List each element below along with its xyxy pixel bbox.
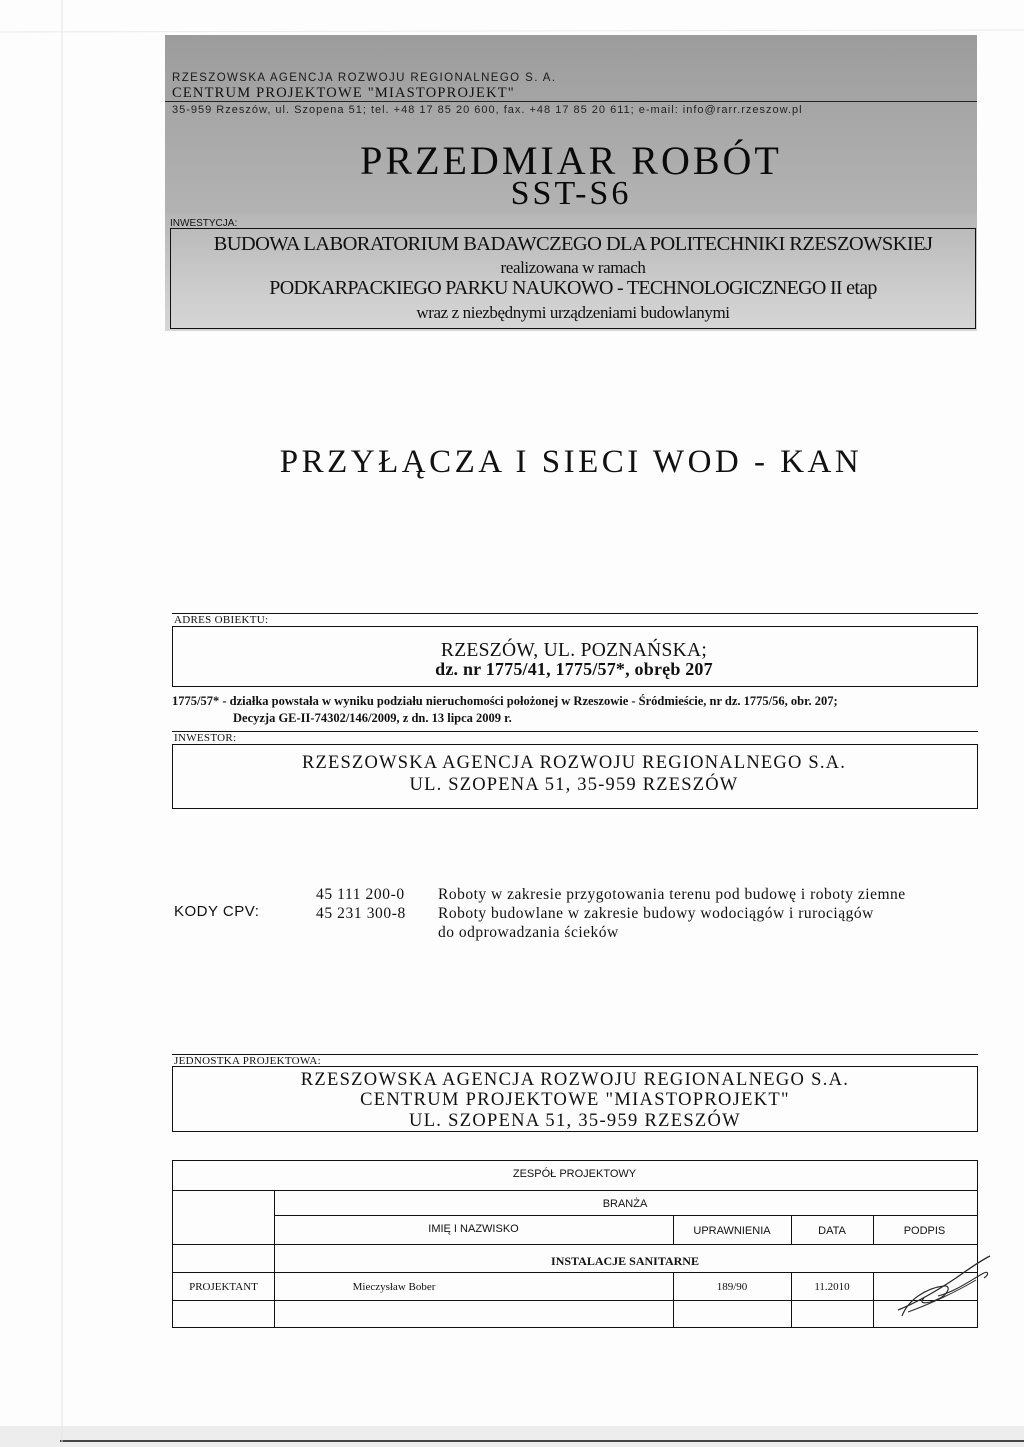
role-cell: PROJEKTANT [189, 1281, 258, 1293]
handwritten-signature [878, 1252, 1008, 1324]
investment-line-1: BUDOWA LABORATORIUM BADAWCZEGO DLA POLITECHNIKI RZESZOWSKIEJ [213, 233, 933, 255]
investment-line-3: PODKARPACKIEGO PARKU NAUKOWO - TECHNOLOGICZNEGO II etap [269, 277, 877, 299]
col-sign-header: PODPIS [903, 1225, 946, 1237]
cpv-code-1: 45 111 200-0 [316, 886, 405, 903]
design-unit-label: JEDNOSTKA PROJEKTOWA: [174, 1055, 321, 1067]
signature-date: 11.2010 [814, 1281, 850, 1293]
address-line-2: dz. nr 1775/41, 1775/57*, obręb 207 [435, 659, 713, 679]
org-line: RZESZOWSKA AGENCJA ROZWOJU REGIONALNEGO S. A. [172, 72, 557, 84]
design-unit-line-2: CENTRUM PROJEKTOWE "MIASTOPROJEKT" [360, 1090, 790, 1110]
col-divider [873, 1272, 874, 1327]
col-name-header: IMIĘ I NAZWISKO [428, 1223, 519, 1235]
address-label: ADRES OBIEKTU: [174, 614, 269, 626]
investment-label: INWESTYCJA: [170, 218, 238, 229]
design-team-table [172, 1160, 978, 1328]
row-divider [173, 1272, 977, 1273]
investor-top-rule [172, 731, 978, 732]
section-title: PRZYŁĄCZA I SIECI WOD - KAN [279, 444, 863, 480]
investor-line-2: UL. SZOPENA 51, 35-959 RZESZÓW [409, 775, 739, 795]
investor-label: INWESTOR: [174, 732, 237, 744]
designer-name: Mieczysław Bober [352, 1281, 436, 1293]
document-code: SST-S6 [510, 175, 632, 212]
license-number: 189/90 [716, 1281, 748, 1293]
address-line-1: RZESZÓW, UL. POZNAŃSKA; [440, 640, 708, 661]
branch-header: BRANŻA [602, 1198, 648, 1210]
investment-line-4: wraz z niezbędnymi urządzeniami budowlanymi [416, 303, 730, 322]
address-top-rule [172, 613, 978, 614]
design-unit-line-1: RZESZOWSKA AGENCJA ROZWOJU REGIONALNEGO S.A. [300, 1070, 850, 1090]
investor-line-1: RZESZOWSKA AGENCJA ROZWOJU REGIONALNEGO S.A. [301, 753, 847, 773]
org-name: CENTRUM PROJEKTOWE "MIASTOPROJEKT" [172, 85, 515, 101]
scan-margin [0, 1426, 1024, 1447]
scan-edge-line [60, 1440, 1024, 1442]
design-unit-line-3: UL. SZOPENA 51, 35-959 RZESZÓW [409, 1111, 741, 1131]
cpv-desc-2: Roboty budowlane w zakresie budowy wodociągów i rurociągów [438, 905, 874, 922]
cpv-code-2: 45 231 300-8 [316, 905, 406, 922]
cpv-desc-1: Roboty w zakresie przygotowania terenu pod budowę i roboty ziemne [438, 886, 906, 903]
document-title: PRZEDMIAR ROBÓT [360, 138, 782, 183]
col-date-header: DATA [818, 1225, 846, 1237]
branch-name: INSTALACJE SANITARNE [551, 1254, 699, 1268]
investment-line-2: realizowana w ramach [500, 258, 646, 277]
row-divider [274, 1215, 977, 1216]
header-divider [165, 101, 977, 102]
team-title: ZESPÓŁ PROJEKTOWY [512, 1168, 637, 1180]
row-divider [173, 1190, 977, 1191]
org-contact: 35-959 Rzeszów, ul. Szopena 51; tel. +48 17 85 20 600, fax. +48 17 85 20 611; e-mail: info@rarr.rzeszow.pl [172, 104, 803, 116]
col-license-header: UPRAWNIENIA [693, 1225, 771, 1237]
address-note-1: 1775/57* - działka powstała w wyniku podziału nieruchomości położonej w Rzeszowie - Śródmieście, nr dz. 1775/56, obr. 207; [172, 694, 838, 708]
cpv-desc-2-cont: do odprowadzania ścieków [438, 924, 619, 941]
row-divider [173, 1300, 977, 1301]
cpv-label: KODY CPV: [174, 903, 260, 920]
address-note-2: Decyzja GE-II-74302/146/2009, z dn. 13 lipca 2009 r. [233, 711, 512, 725]
row-divider [173, 1244, 977, 1245]
